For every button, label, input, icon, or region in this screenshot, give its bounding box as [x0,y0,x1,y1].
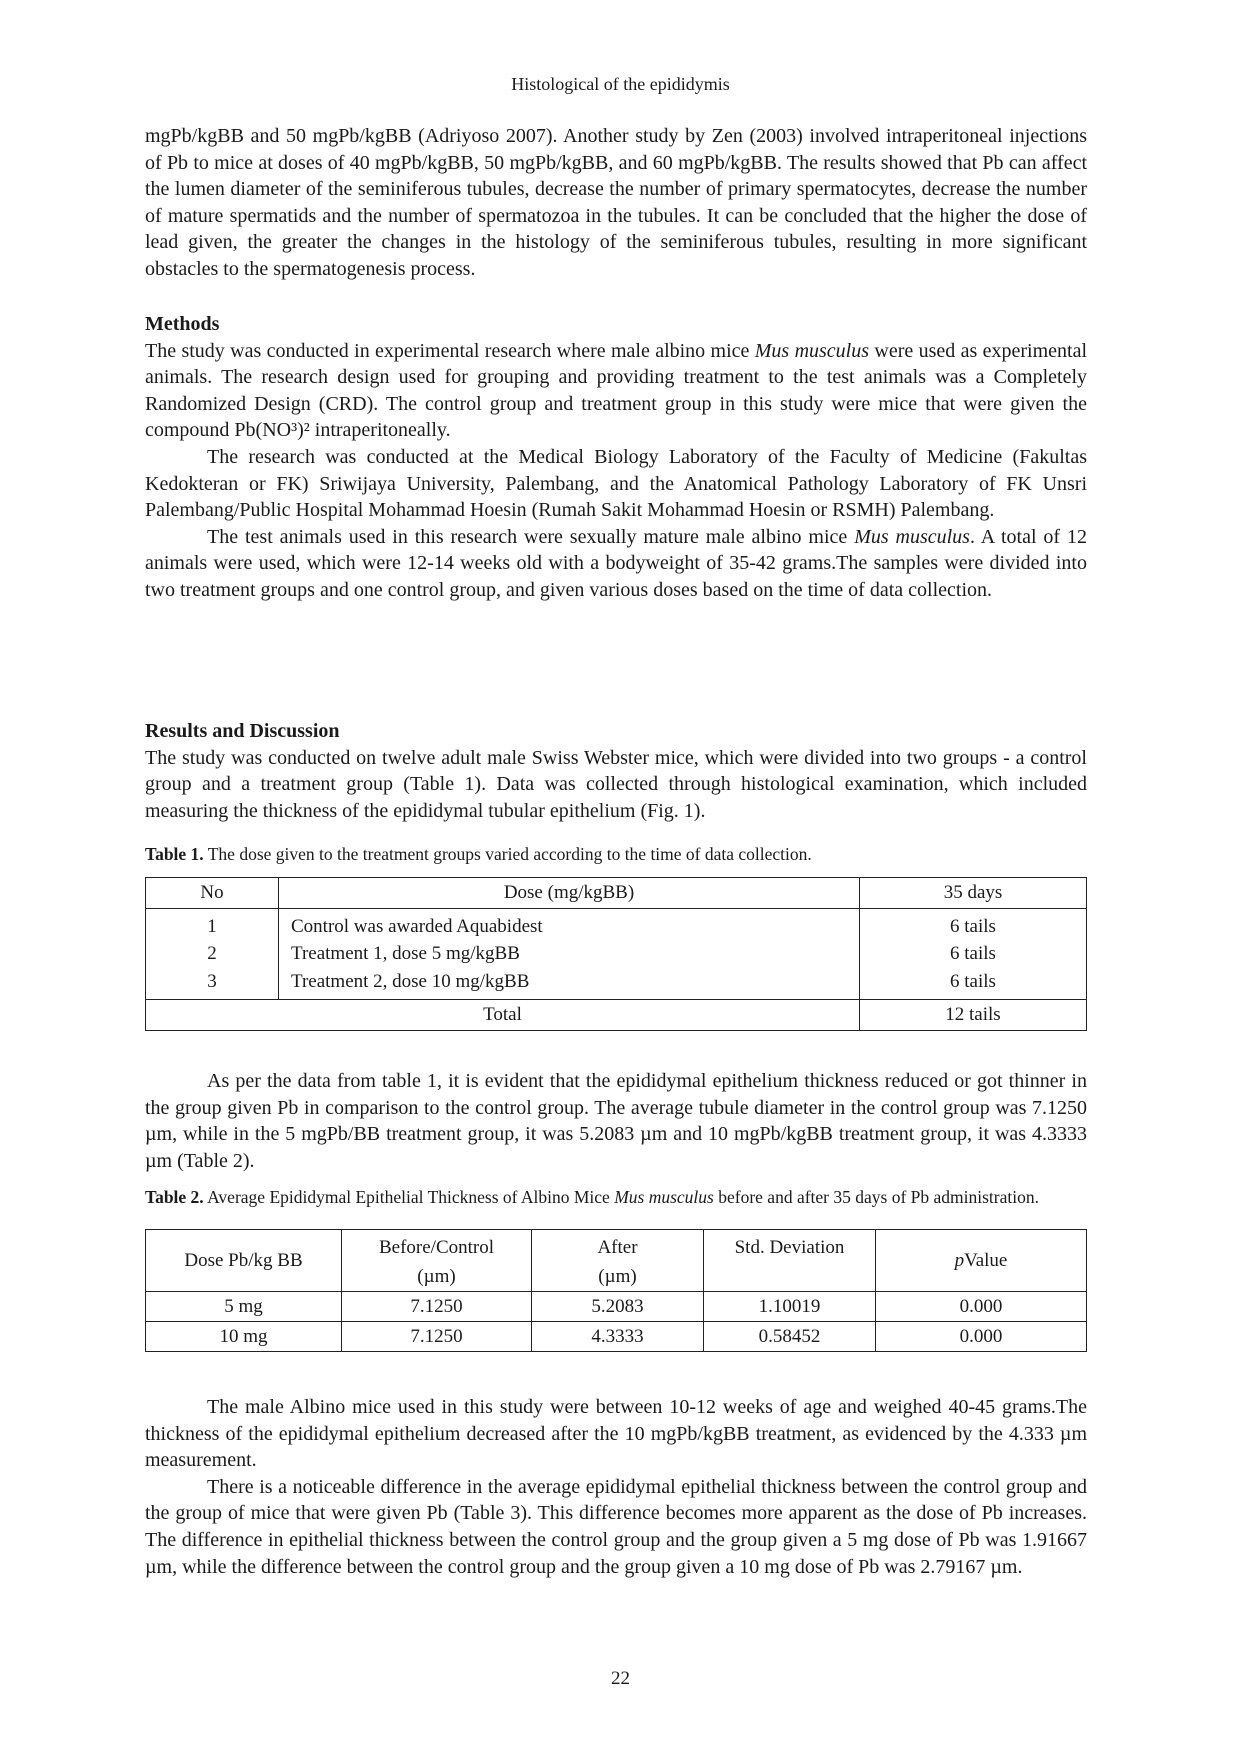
table2-caption [145,1187,1087,1207]
table1-header-no: No [146,878,279,909]
table1-caption-label: Table 1. [145,844,204,864]
table-cell: Control was awarded Aquabidest [291,915,543,937]
table1-caption [145,844,1087,864]
table-cell: 6 tails [950,915,996,937]
table-cell: 0.58452 [704,1322,876,1352]
methods-p3-text-b: . A total of 12 animals were used, which were 12-14 weeks old with a bodyweight of 35-42 grams.The samples were divided into two treatment groups and one control group, and given various doses based on the time of data collection. [145,525,1087,601]
table-cell: 0.000 [876,1322,1087,1352]
table2-header-before [342,1230,532,1292]
table2-header-after-unit: (µm) [598,1266,637,1287]
table-cell: 4.3333 [532,1322,704,1352]
table1-body-row [146,908,1087,1000]
page-number: 22 [611,1668,630,1689]
table2-header-value: Value [964,1250,1008,1271]
methods-heading: Methods [145,313,220,335]
table2-header-dose: Dose Pb/kg BB [146,1230,342,1292]
table2-header-before-unit: (µm) [417,1266,456,1287]
results-paragraph-3: The male Albino mice used in this study were between 10-12 weeks of age and weighed 40-45 grams.The thickness of the epididymal epithelium decreased after the 10 mgPb/kgBB treatment, as evidenced by the 4.333 µm measurement. [145,1396,1087,1472]
table2-header-std: Std. Deviation [704,1230,876,1292]
table-cell: 6 tails [950,970,996,992]
species-name: Mus musculus [754,339,870,362]
table-cell: 6 tails [950,943,996,964]
table1-no-column [146,908,279,1000]
table1-header-days: 35 days [860,878,1087,909]
results-paragraph-1: The study was conducted on twelve adult male Swiss Webster mice, which were divided into two groups - a control group and a treatment group (Table 1). Data was collected through histological examination, which included measuring the thickness of the epididymal tubular epithelium (Fig. 1). [145,746,1087,822]
table2-caption-text-a: Average Epididymal Epithelial Thickness of Albino Mice [203,1187,615,1207]
table1-dose-column [279,908,860,1000]
table1-total-row [146,1000,1087,1031]
table2 [145,1229,1087,1352]
table-cell: Treatment 1, dose 5 mg/kgBB [291,943,520,964]
results-heading: Results and Discussion [145,720,340,742]
table-cell: 7.1250 [342,1292,532,1322]
table2-header-after [532,1230,704,1292]
methods-p3-text-a: The test animals used in this research were sexually mature male albino mice [207,525,855,548]
results-closing-section [145,1394,1087,1580]
table2-header-p: p [954,1250,965,1271]
table2-header-row [146,1230,1087,1292]
table1-days-column [860,908,1087,1000]
results-paragraph-2: As per the data from table 1, it is evident that the epididymal epithelium thickness reduced or got thinner in the group given Pb in comparison to the control group. The average tubule diameter in the control group was 7.1250 µm, while in the 5 mgPb/BB treatment group, it was 5.2083 µm and 10 mgPb/kgBB treatment group, it was 4.3333 µm (Table 2). [145,1070,1087,1172]
running-title: Histological of the epididymis [511,74,730,94]
table-cell: 2 [207,943,217,964]
table1-total-label: Total [146,1000,860,1031]
methods-paragraph-2: The research was conducted at the Medical Biology Laboratory of the Faculty of Medicine (Fakultas Kedokteran or FK) Sriwijaya University, Palembang, and the Anatomical Pathology Laboratory of FK Unsri Palembang/Public Hospital Mohammad Hoesin (Rumah Sakit Mohammad Hoesin or RSMH) Palembang. [145,445,1087,522]
table-row [146,1322,1087,1352]
table-row [146,1292,1087,1322]
results-p2-section [145,1068,1087,1174]
table2-header-pvalue [876,1230,1087,1292]
table-cell: Treatment 2, dose 10 mg/kgBB [291,970,530,992]
table-cell: 1 [207,915,217,937]
table1-header-row [146,878,1087,909]
table-cell: 10 mg [146,1322,342,1352]
table2-caption-text-b: before and after 35 days of Pb administration. [713,1187,1039,1207]
methods-p1-text-b: were used as experimental animals. The research design used for grouping and providing treatment to the test animals was a Completely Randomized Design (CRD). The control group and treatment group in this study were mice that were given the compound Pb(NO³)² intraperitoneally. [145,339,1088,442]
table1-header-dose: Dose (mg/kgBB) [279,878,860,909]
table-cell: 5.2083 [532,1292,704,1322]
table2-caption-label: Table 2. [145,1187,204,1207]
table1-caption-text: The dose given to the treatment groups varied according to the time of data collection. [203,844,812,864]
results-section [145,718,1087,824]
intro-section [145,123,1087,283]
species-name: Mus musculus [854,525,970,548]
table1 [145,877,1087,1031]
table1-total-value: 12 tails [860,1000,1087,1031]
methods-section [145,311,1087,604]
species-name: Mus musculus [614,1187,714,1207]
table-cell: 5 mg [146,1292,342,1322]
table-cell: 3 [207,970,217,992]
methods-p1-text-a: The study was conducted in experimental research where male albino mice [145,339,755,362]
table2-header-before-label: Before/Control [378,1237,495,1258]
table-cell: 0.000 [876,1292,1087,1322]
methods-paragraph-1 [145,338,1087,444]
table-cell: 7.1250 [342,1322,532,1352]
table-cell: 1.10019 [704,1292,876,1322]
methods-paragraph-3 [145,524,1087,604]
intro-paragraph: mgPb/kgBB and 50 mgPb/kgBB (Adriyoso 2007). Another study by Zen (2003) involved intraperitoneal injections of Pb to mice at doses of 40 mgPb/kgBB, 50 mgPb/kgBB, and 60 mgPb/kgBB. The results showed that Pb can affect the lumen diameter of the seminiferous tubules, decrease the number of primary spermatocytes, decrease the number of mature spermatids and the number of spermatozoa in the tubules. It can be concluded that the higher the dose of lead given, the greater the changes in the histology of the seminiferous tubules, resulting in more significant obstacles to the spermatogenesis process. [145,125,1087,280]
results-paragraph-4: There is a noticeable difference in the average epididymal epithelial thickness between the control group and the group of mice that were given Pb (Table 3). This difference becomes more apparent as the dose of Pb increases. The difference in epithelial thickness between the control group and the group given a 5 mg dose of Pb was 1.91667 µm, while the difference between the control group and the group given a 10 mg dose of Pb was 2.79167 µm. [145,1475,1087,1578]
table2-header-after-label: After [597,1237,638,1258]
